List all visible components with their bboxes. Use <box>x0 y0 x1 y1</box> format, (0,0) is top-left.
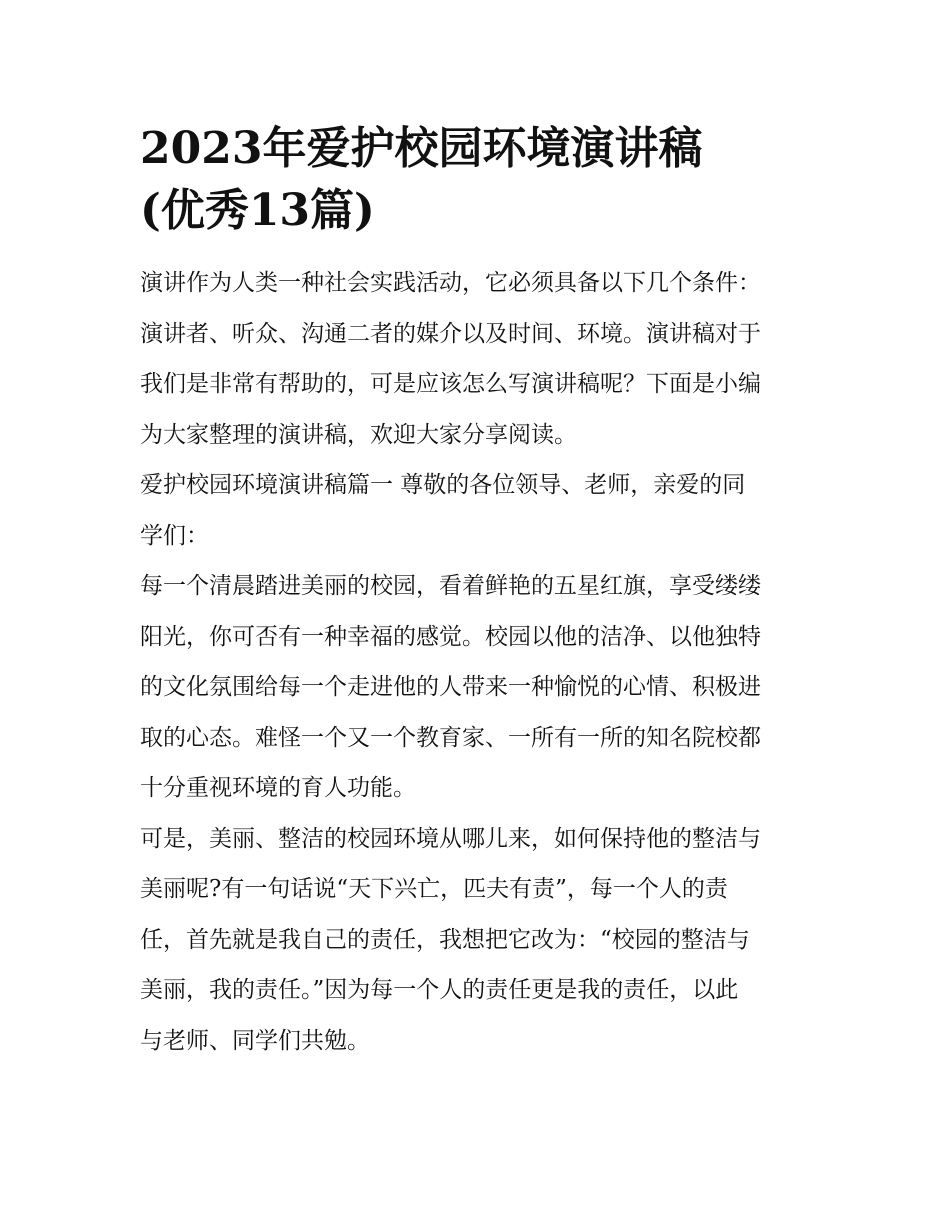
text-line: 演讲者、听众、沟通二者的媒介以及时间、环境。演讲稿对于 <box>140 320 761 347</box>
title-line: (优秀13篇) <box>140 185 375 236</box>
text-line: 美丽，我的责任。”因为每一个人的责任更是我的责任，以此 <box>140 977 739 1003</box>
document-body <box>140 118 812 1066</box>
body-paragraph <box>140 561 812 814</box>
text-line: 任，首先就是我自己的责任，我想把它改为：“校园的整洁与 <box>140 926 750 953</box>
speech-heading-paragraph <box>140 460 812 561</box>
text-line: 美丽呢?有一句话说“天下兴亡，匹夫有责”，每一个人的责 <box>140 876 728 902</box>
text-line: 为大家整理的演讲稿，欢迎大家分享阅读。 <box>140 421 577 448</box>
title-line: 2023年爱护校园环境演讲稿 <box>140 123 703 174</box>
intro-paragraph <box>140 258 812 460</box>
text-line: 每一个清晨踏进美丽的校园，看着鲜艳的五星红旗，享受缕缕 <box>140 573 761 599</box>
text-line: 取的心态。难怪一个又一个教育家、一所有一所的知名院校都 <box>140 724 761 751</box>
text-line: 十分重视环境的育人功能。 <box>140 775 416 801</box>
document-title <box>140 118 812 242</box>
text-line: 阳光，你可否有一种幸福的感觉。校园以他的洁净、以他独特 <box>140 623 761 650</box>
text-line: 的文化氛围给每一个走进他的人带来一种愉悦的心情、积极进 <box>140 674 761 700</box>
text-line: 我们是非常有帮助的，可是应该怎么写演讲稿呢？下面是小编 <box>140 371 761 397</box>
text-line: 可是，美丽、整洁的校园环境从哪儿来，如何保持他的整洁与 <box>140 825 761 852</box>
body-paragraph <box>140 814 812 1067</box>
text-line: 爱护校园环境演讲稿篇一 尊敬的各位领导、老师，亲爱的同 <box>140 472 746 498</box>
text-line: 学们： <box>140 522 209 549</box>
text-line: 与老师、同学们共勉。 <box>140 1027 370 1054</box>
text-line: 演讲作为人类一种社会实践活动，它必须具备以下几个条件： <box>140 270 761 296</box>
